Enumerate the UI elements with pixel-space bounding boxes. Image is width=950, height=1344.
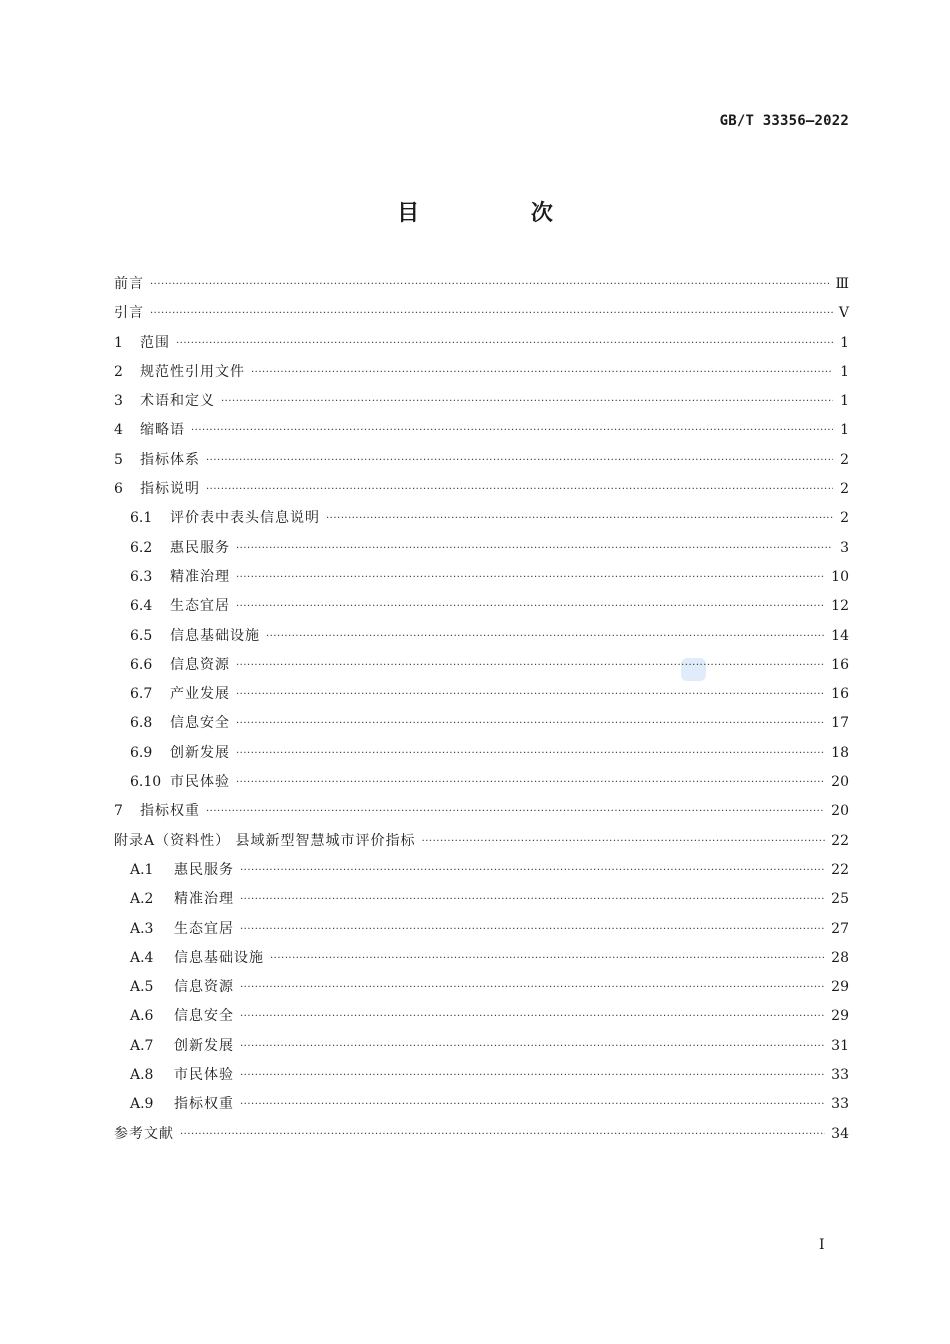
toc-leader-dots [240,1090,825,1119]
toc-entry-page: 33 [831,1067,849,1084]
toc-entry-page: 20 [831,774,849,791]
toc-entry[interactable] [114,475,849,504]
toc-entry-page: 27 [831,920,849,937]
toc-leader-dots [240,885,825,914]
toc-entry[interactable] [114,299,849,328]
toc-leader-dots [236,680,825,709]
toc-leader-dots [180,1120,825,1149]
toc-leader-dots [176,329,833,358]
toc-entry-label: 信息资源 [174,979,234,996]
toc-entry-label: 惠民服务 [170,539,230,556]
toc-entry-label: 惠民服务 [174,861,234,878]
toc-entry-page: 22 [831,832,849,849]
toc-entry-page: 14 [831,627,849,644]
toc-leader-dots [240,1002,825,1031]
toc-entry[interactable] [114,504,849,533]
toc-entry-page: 25 [831,891,849,908]
toc-entry-number: 6.1 [130,510,153,527]
toc-entry-label: 产业发展 [170,686,230,703]
toc-entry-label: 信息安全 [174,1008,234,1025]
toc-entry-number: 6.5 [130,627,153,644]
toc-entry-number: 4 [114,422,123,439]
toc-entry-page: 17 [831,715,849,732]
toc-entry-page: 33 [831,1096,849,1113]
toc-entry[interactable] [114,1061,849,1090]
toc-leader-dots [270,944,825,973]
toc-entry-number: A.7 [130,1037,154,1054]
toc-entry[interactable] [114,592,849,621]
toc-leader-dots [236,768,825,797]
toc-entry-page: 20 [831,803,849,820]
toc-entry-number: 5 [114,451,123,468]
toc-entry-page: 29 [831,1008,849,1025]
toc-entry-label: 精准治理 [174,891,234,908]
toc-leader-dots [422,827,826,856]
toc-entry-label: 信息资源 [170,656,230,673]
toc-entry-number: A.6 [130,1008,154,1025]
toc-entry-page: 34 [831,1125,849,1142]
toc-entry-label: 引言 [114,305,144,322]
toc-leader-dots [206,475,833,504]
toc-entry-number: 6.6 [130,656,153,673]
toc-entry-label: 创新发展 [174,1037,234,1054]
toc-entry[interactable] [114,709,849,738]
toc-entry[interactable] [114,1032,849,1061]
toc-entry-number: 6.2 [130,539,153,556]
toc-entry[interactable] [114,915,849,944]
toc-leader-dots [236,563,825,592]
toc-leader-dots [206,797,825,826]
toc-entry-number: A.8 [130,1067,154,1084]
toc-entry-number: 3 [114,393,123,410]
toc-leader-dots [221,387,833,416]
toc-entry-page: 28 [831,949,849,966]
toc-entry-label: 缩略语 [140,422,185,439]
toc-leader-dots [236,651,825,680]
toc-entry[interactable] [114,534,849,563]
page-title: 目 次 [397,201,605,226]
standard-number: GB/T 33356—2022 [719,113,849,129]
toc-entry-label: 附录A（资料性） 县域新型智慧城市评价指标 [114,832,416,849]
toc-entry-number: 7 [114,803,123,820]
toc-entry-number: A.9 [130,1096,154,1113]
toc-entry-label: 信息基础设施 [174,949,264,966]
toc-entry[interactable] [114,797,849,826]
toc-leader-dots [150,299,833,328]
toc-entry-label: 信息基础设施 [170,627,260,644]
toc-entry-number: 6 [114,481,123,498]
toc-entry[interactable] [114,856,849,885]
toc-entry-page: 12 [831,598,849,615]
toc-entry-number: 6.8 [130,715,153,732]
toc-entry-label: 范围 [140,334,170,351]
toc-entry-number: 6.7 [130,686,153,703]
toc-entry-number: 1 [114,334,123,351]
toc-leader-dots [240,915,825,944]
toc-entry[interactable] [114,973,849,1002]
toc-entry-label: 创新发展 [170,744,230,761]
toc-leader-dots [236,739,825,768]
toc-entry-label: 市民体验 [174,1067,234,1084]
toc-leader-dots [236,534,833,563]
toc-entry[interactable] [114,1120,849,1149]
toc-entry-label: 生态宜居 [174,920,234,937]
toc-entry-page: 2 [840,481,849,498]
toc-entry[interactable] [114,563,849,592]
toc-entry-page: Ⅴ [838,305,849,322]
toc-entry[interactable] [114,768,849,797]
toc-leader-dots [240,856,825,885]
toc-entry-page: 18 [831,744,849,761]
toc-leader-dots [240,973,825,1002]
toc-entry[interactable] [114,358,849,387]
toc-entry[interactable] [114,622,849,651]
toc-entry[interactable] [114,1090,849,1119]
toc-entry-label: 指标权重 [174,1096,234,1113]
toc-leader-dots [251,358,833,387]
toc-entry-number: A.1 [130,861,154,878]
toc-entry-label: 生态宜居 [170,598,230,615]
toc-entry[interactable] [114,329,849,358]
toc-leader-dots [150,270,829,299]
toc-entry[interactable] [114,680,849,709]
toc-entry-page: 16 [831,656,849,673]
toc-leader-dots [240,1032,825,1061]
toc-entry[interactable] [114,1002,849,1031]
toc-entry-number: 6.10 [130,774,162,791]
toc-entry-page: 29 [831,979,849,996]
toc-leader-dots [206,446,833,475]
toc-entry-label: 指标体系 [140,451,200,468]
toc-entry-page: 1 [840,422,849,439]
toc-leader-dots [191,416,833,445]
toc-entry-number: 6.4 [130,598,153,615]
toc-entry-page: 1 [840,393,849,410]
toc-entry-number: 6.3 [130,568,153,585]
toc-entry-page: Ⅲ [835,276,849,292]
toc-entry-label: 参考文献 [114,1125,174,1142]
toc-entry-label: 指标说明 [140,481,200,498]
toc-leader-dots [266,622,825,651]
toc-leader-dots [236,592,825,621]
toc-entry-page: 3 [840,539,849,556]
toc-entry-page: 2 [840,451,849,468]
toc-entry[interactable] [114,885,849,914]
toc-entry[interactable] [114,944,849,973]
toc-entry[interactable] [114,270,849,299]
toc-entry-label: 指标权重 [140,803,200,820]
toc-entry-number: 6.9 [130,744,153,761]
toc-entry-label: 术语和定义 [140,393,215,410]
toc-entry[interactable] [114,827,849,856]
toc-entry[interactable] [114,416,849,445]
toc-entry-page: 1 [840,363,849,380]
page-number: Ⅰ [819,1237,825,1253]
toc-entry-number: A.3 [130,920,154,937]
toc-entry-label: 信息安全 [170,715,230,732]
toc-entry[interactable] [114,446,849,475]
toc-entry-label: 规范性引用文件 [140,363,245,380]
toc-leader-dots [236,709,825,738]
toc-entry-label: 前言 [114,276,144,292]
toc-entry-page: 10 [831,568,849,585]
toc-entry-page: 1 [840,334,849,351]
toc-entry-page: 16 [831,686,849,703]
toc-entry[interactable] [114,387,849,416]
toc-entry-page: 22 [831,861,849,878]
toc-leader-dots [240,1061,825,1090]
toc-entry-label: 精准治理 [170,568,230,585]
toc-entry-label: 市民体验 [170,774,230,791]
toc-entry-number: A.5 [130,979,154,996]
toc-entry-number: A.4 [130,949,154,966]
toc-entry-label: 评价表中表头信息说明 [170,510,320,527]
toc-leader-dots [326,504,833,533]
toc-entry-number: A.2 [130,891,154,908]
table-of-contents [114,270,849,1149]
toc-entry[interactable] [114,739,849,768]
toc-entry-number: 2 [114,363,123,380]
toc-entry-page: 31 [831,1037,849,1054]
toc-entry-page: 2 [840,510,849,527]
toc-entry[interactable] [114,651,849,680]
